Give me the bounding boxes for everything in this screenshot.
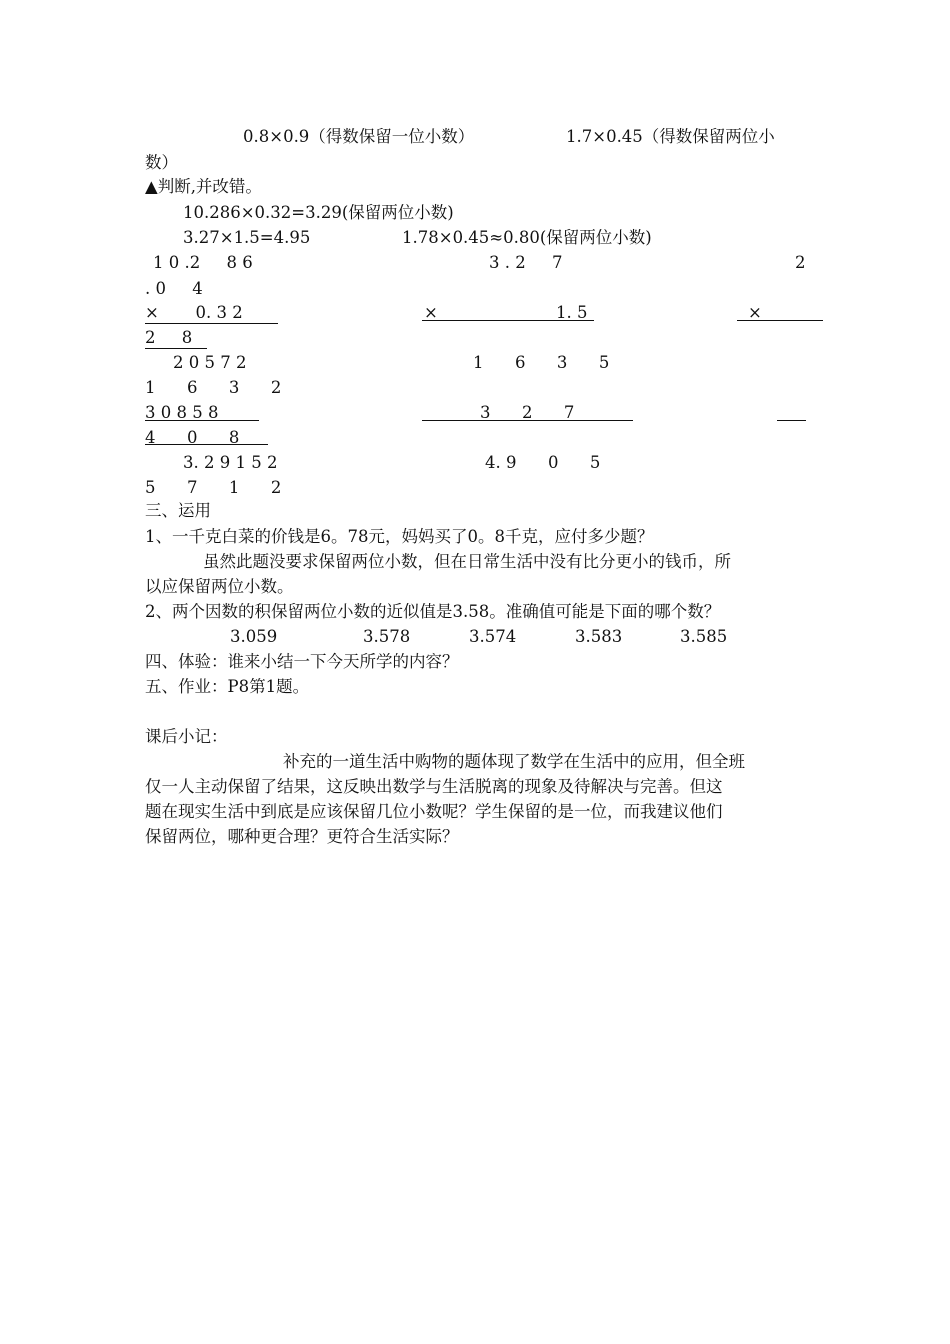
- calc-a-rule-1: [145, 420, 259, 421]
- calc-c-rule-2: [777, 420, 806, 421]
- calc-a-row-4: 2 8: [145, 328, 207, 349]
- calc-a-multiplier: × 0. 3 2: [145, 303, 278, 324]
- option-5: 3.585: [680, 627, 728, 646]
- notes-line-4: 保留两位，哪种更合理？更符合生活实际？: [145, 827, 459, 846]
- calc-a-row-1: 1 0 .2 8 6: [153, 253, 253, 272]
- option-3: 3.574: [469, 627, 517, 646]
- calc-a-row-9: 3. 2 9 1 5 2: [183, 453, 278, 472]
- judge-line-1: 10.286×0.32=3.29(保留两位小数): [183, 203, 454, 222]
- option-2: 3.578: [363, 627, 411, 646]
- notes-title: 课后小记：: [145, 727, 228, 746]
- judge-line-2b: 1.78×0.45≈0.80(保留两位小数): [402, 228, 652, 247]
- exercise-2-cont: 数）: [145, 153, 178, 172]
- calc-c-row-1: 2: [795, 253, 806, 272]
- calc-b-multiplier: 1. 5: [556, 303, 588, 322]
- notes-line-3: 题在现实生活中到底是应该保留几位小数呢？学生保留的是一位，而我建议他们: [145, 802, 723, 821]
- exercise-2: 1.7×0.45（得数保留两位小: [566, 127, 775, 146]
- judge-line-2a: 3.27×1.5=4.95: [183, 228, 311, 247]
- application-heading: 三、运用: [145, 501, 211, 520]
- option-4: 3.583: [575, 627, 623, 646]
- calc-a-row-2: . 0 4: [145, 279, 203, 298]
- application-question-1: 1、一千克白菜的价钱是6。78元，妈妈买了0。8千克，应付多少题？: [145, 527, 654, 546]
- application-note-2: 以应保留两位小数。: [145, 577, 294, 596]
- notes-line-2: 仅一人主动保留了结果，这反映出数学与生活脱离的现象及待解决与完善。但这: [145, 777, 723, 796]
- calc-c-times: ×: [748, 303, 762, 322]
- homework-heading: 五、作业：P8第1题。: [145, 677, 310, 696]
- experience-heading: 四、体验：谁来小结一下今天所学的内容？: [145, 652, 459, 671]
- calc-a-row-7: 3 0 8 5 8: [145, 403, 219, 422]
- calc-a-row-6: 1 6 3 2: [145, 378, 282, 397]
- calc-b-row-7: 3 2 7: [480, 403, 575, 422]
- calc-a-rule-2: [145, 444, 268, 445]
- exercise-1: 0.8×0.9（得数保留一位小数）: [243, 127, 475, 146]
- calc-c-rule-1: [737, 320, 823, 321]
- calc-b-times: ×: [424, 303, 438, 322]
- calc-b-rule-1: [422, 320, 594, 321]
- application-question-2: 2、两个因数的积保留两位小数的近似值是3.58。准确值可能是下面的哪个数？: [145, 602, 721, 621]
- judge-heading: ▲判断,并改错。: [145, 177, 262, 196]
- option-1: 3.059: [230, 627, 278, 646]
- application-note-1: 虽然此题没要求保留两位小数，但在日常生活中没有比分更小的钱币，所: [203, 552, 731, 571]
- calc-b-row-9: 4. 9 0 5: [485, 453, 601, 472]
- calc-a-row-10: 5 7 1 2: [145, 478, 282, 497]
- calc-a-row-5: 2 0 5 7 2: [173, 353, 247, 372]
- calc-b-row-1: 3 . 2 7: [489, 253, 563, 272]
- calc-b-row-5: 1 6 3 5: [473, 353, 610, 372]
- calc-b-rule-2: [422, 420, 633, 421]
- calc-a-row-8: 4 0 8: [145, 428, 240, 447]
- notes-line-1: 补充的一道生活中购物的题体现了数学在生活中的应用，但全班: [283, 752, 745, 771]
